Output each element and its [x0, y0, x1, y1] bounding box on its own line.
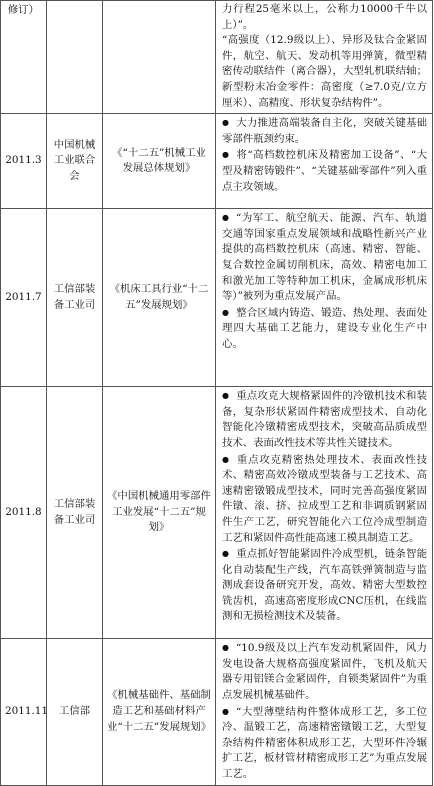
- organization-cell: 工信部装备工业司: [47, 387, 103, 639]
- content-cell: [216, 209, 433, 387]
- bullet-text: 大力推进高端装备自主化，突破关键基础零部件瓶颈约束。: [222, 117, 427, 145]
- content-cell: [216, 639, 433, 785]
- bullet-item: [222, 147, 427, 195]
- date-cell: 修订）: [1, 1, 47, 114]
- document-title-cell: 《机械基础件、基础制造工艺和基础材料产业“十二五”发展规划》: [103, 639, 216, 785]
- bullet-dot-icon: ●: [222, 213, 229, 223]
- organization-cell: [47, 1, 103, 114]
- document-title-cell: [103, 1, 216, 114]
- date-cell: 2011.11: [1, 639, 47, 785]
- bullet-text: 整合区域内铸造、锻造、热处理、表面处理四大基础工艺能力，建设专业化生产中心。: [222, 306, 427, 350]
- bullet-item: [222, 388, 427, 451]
- bullet-item: [222, 115, 427, 147]
- bullet-text: 重点抓好智能紧固件冷成型机，链条智能化自动装配生产线，汽车高铁弹簧制造与监测成套设备研究开发，高效、精密大型数控铣齿机，高速高密度形成CNC压机，在线监测和无损检测技术及装备。: [222, 548, 427, 623]
- table-body: [1, 1, 433, 786]
- table-row: [1, 1, 433, 114]
- date-cell: 2011.3: [1, 114, 47, 209]
- bullet-dot-icon: ●: [222, 307, 229, 317]
- bullet-dot-icon: ●: [222, 706, 229, 716]
- bullet-dot-icon: ●: [222, 549, 229, 559]
- bullet-dot-icon: ●: [222, 118, 229, 128]
- bullet-text: “大型薄壁结构件整体成形工艺，多工位冷、温锻工艺，高速精密镦锻工艺，大型复杂结构件精密体积成形工艺，大型环件冷辗扩工艺，板材管材精密成形工艺”为重点发展工艺。: [222, 705, 427, 780]
- bullet-text: 重点攻克大规格紧固件的冷镦机技术和装备，复杂形状紧固件精密成型技术、自动化智能化冷镦精密成型技术，突破高品质成型技术、表面改性技术等共性关键技术。: [222, 390, 427, 449]
- bullet-item: [222, 546, 427, 625]
- content-cell: [216, 114, 433, 209]
- bullet-text: 重点攻克精密热处理技术、表面改性技术、精密高效冷镦成型装备与工艺技术、高速精密镦锻成型技术，同时完善高强度紧固件镦、滚、挤、拉成型工艺和非调质钢紧固件生产工艺，研究智能化六工位冷成型制造工艺和紧固件高性能高速工模具制造工艺。: [222, 453, 427, 544]
- date-cell: 2011.7: [1, 209, 47, 387]
- table-row: [1, 114, 433, 209]
- bullet-dot-icon: ●: [222, 391, 229, 401]
- bullet-text: “10.9级及以上汽车发动机紧固件，风力发电设备大规格高强度紧固件，飞机及航天器专用铝镁合金紧固件，自锁类紧固件”为重点发展机械基础件。: [222, 642, 427, 701]
- bullet-text: “为军工、航空航天、能源、汽车、轨道交通等国家重点发展领域和战略性新兴产业提供的高档数控机床（高速、精密、智能、复合数控金属切削机床，高效、精密电加工和激光加工等特种加工机床，金属成形机床等）”被列为重点发展产品。: [222, 212, 427, 303]
- organization-cell: 工信部: [47, 639, 103, 785]
- table-row: [1, 387, 433, 639]
- bullet-dot-icon: ●: [222, 454, 229, 464]
- bullet-item: [222, 704, 427, 783]
- bullet-item: [222, 452, 427, 547]
- bullet-item: [222, 640, 427, 703]
- date-cell: 2011.8: [1, 387, 47, 639]
- content-cell: [216, 387, 433, 639]
- bullet-item: [222, 305, 427, 353]
- document-title-cell: 《机床工具行业“十二五”发展规划》: [103, 209, 216, 387]
- content-cell: [216, 1, 433, 114]
- organization-cell: 工信部装备工业司: [47, 209, 103, 387]
- document-title-cell: 《“十二五”机械工业发展总体规划》: [103, 114, 216, 209]
- organization-cell: 中国机械工业联合会: [47, 114, 103, 209]
- bullet-text: 将“高档数控机床及精密加工设备”、“大型及精密铸锻件”、“关键基础零部件”列入重点主攻领域。: [222, 149, 427, 193]
- table-row: [1, 639, 433, 785]
- bullet-dot-icon: ●: [222, 643, 229, 653]
- document-title-cell: 《中国机械通用零部件工业发展“十二五”规划》: [103, 387, 216, 639]
- content-paragraph: “高强度（12.9级以上）、异形及钛合金紧固件，航空、航天、发动机等用弹簧，微型精密传动联结件（离合器），大型轧机联结轴；新型粉末冶金零件：高密度（≥7.0克/立方厘米）、高精度、形状复杂结构件”。: [222, 34, 427, 109]
- content-paragraph: 力行程25毫米以上，公称力10000千牛以上）”。: [222, 3, 427, 31]
- table-row: [1, 209, 433, 387]
- bullet-dot-icon: ●: [222, 150, 229, 160]
- bullet-item: [222, 210, 427, 305]
